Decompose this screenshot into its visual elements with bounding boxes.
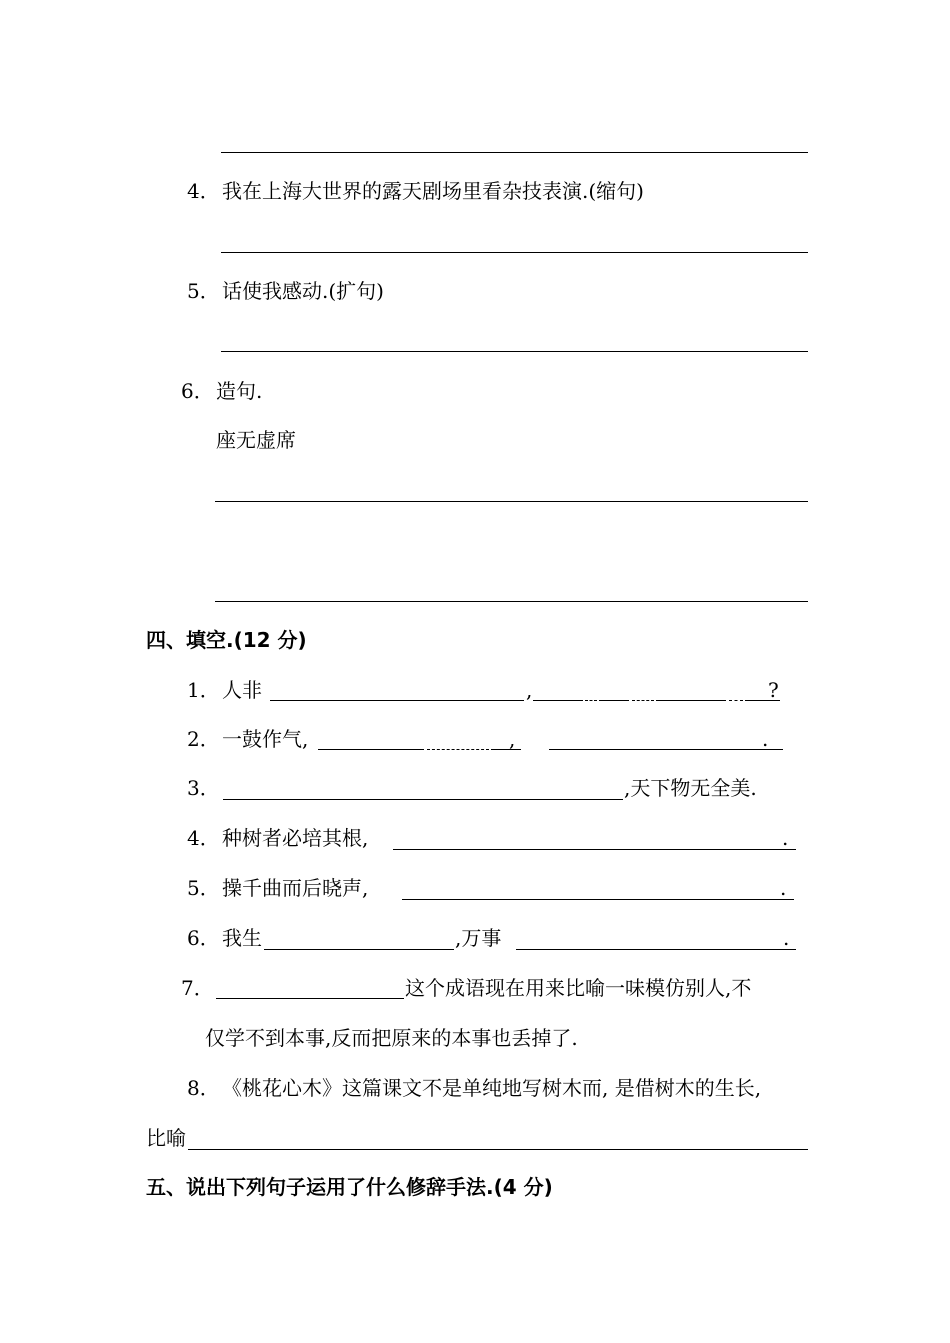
fill-q1-blank-2a[interactable] bbox=[533, 700, 583, 701]
fill-q3-number: 3． bbox=[187, 776, 220, 800]
fill-q6-period: . bbox=[783, 926, 790, 950]
fill-q2-prefix: 一鼓作气, bbox=[222, 727, 309, 751]
fill-q4-period: . bbox=[782, 826, 789, 850]
fill-q1-blank-2e[interactable] bbox=[656, 700, 726, 701]
rewrite-q5-text: 话使我感动.(扩句) bbox=[222, 279, 384, 303]
fill-q1-blank-2c[interactable] bbox=[599, 700, 629, 701]
fill-q2-blank-1b bbox=[427, 749, 489, 750]
fill-q6-number: 6． bbox=[187, 926, 220, 950]
fill-q2-blank-1c[interactable] bbox=[491, 749, 521, 750]
fill-q5-blank[interactable] bbox=[402, 899, 794, 900]
answer-line-q3-rewrite[interactable] bbox=[221, 152, 808, 153]
fill-q7-text-line1: 这个成语现在用来比喻一味模仿别人,不 bbox=[405, 976, 752, 1000]
section5-heading: 五、说出下列句子运用了什么修辞手法.(4 分) bbox=[146, 1175, 553, 1199]
fill-q1-blank-2b bbox=[585, 700, 597, 701]
rewrite-q4-text: 我在上海大世界的露天剧场里看杂技表演.(缩句) bbox=[222, 179, 644, 203]
fill-q7-blank[interactable] bbox=[216, 998, 404, 999]
fill-q3-text: ,天下物无全美. bbox=[624, 776, 757, 800]
fill-q4-prefix: 种树者必培其根, bbox=[222, 826, 369, 850]
fill-q2-number: 2． bbox=[187, 727, 220, 751]
rewrite-q6-number: 6． bbox=[181, 379, 214, 403]
answer-line-q4[interactable] bbox=[221, 252, 808, 253]
fill-q8-number: 8． bbox=[187, 1076, 220, 1100]
fill-q1-number: 1． bbox=[187, 678, 220, 702]
fill-q6-blank-1[interactable] bbox=[264, 949, 454, 950]
fill-q2-period: . bbox=[762, 727, 769, 751]
fill-q1-blank-2d bbox=[632, 700, 654, 701]
answer-line-q6-2[interactable] bbox=[215, 601, 808, 602]
fill-q4-blank[interactable] bbox=[393, 849, 796, 850]
rewrite-q5-number: 5． bbox=[187, 279, 220, 303]
section4-heading: 四、填空.(12 分) bbox=[146, 628, 307, 652]
fill-q8-text-line1: 《桃花心木》这篇课文不是单纯地写树木而, 是借树木的生长, bbox=[222, 1076, 762, 1100]
fill-q5-number: 5． bbox=[187, 876, 220, 900]
fill-q5-period: . bbox=[780, 876, 787, 900]
fill-q3-blank[interactable] bbox=[223, 799, 623, 800]
fill-q2-blank-2[interactable] bbox=[549, 749, 783, 750]
fill-q6-prefix: 我生 bbox=[222, 926, 262, 950]
fill-q8-text-line2: 比喻 bbox=[146, 1126, 186, 1150]
fill-q1-comma: , bbox=[526, 678, 533, 702]
fill-q2-blank-1a[interactable] bbox=[318, 749, 424, 750]
rewrite-q6-text: 造句. bbox=[216, 379, 263, 403]
fill-q6-blank-2[interactable] bbox=[516, 949, 796, 950]
fill-q2-comma: , bbox=[509, 727, 516, 751]
fill-q1-question-mark: ? bbox=[768, 678, 779, 702]
fill-q7-number: 7． bbox=[181, 976, 214, 1000]
rewrite-q6-idiom: 座无虚席 bbox=[216, 428, 296, 452]
fill-q4-number: 4． bbox=[187, 826, 220, 850]
fill-q1-prefix: 人非 bbox=[222, 678, 262, 702]
answer-line-q6-1[interactable] bbox=[215, 501, 808, 502]
answer-line-q5[interactable] bbox=[221, 351, 808, 352]
fill-q7-text-line2: 仅学不到本事,反而把原来的本事也丢掉了. bbox=[205, 1026, 578, 1050]
fill-q8-blank[interactable] bbox=[188, 1149, 808, 1150]
fill-q6-mid: ,万事 bbox=[455, 926, 502, 950]
fill-q1-blank-1[interactable] bbox=[270, 700, 524, 701]
fill-q1-blank-2f bbox=[729, 700, 743, 701]
rewrite-q4-number: 4． bbox=[187, 179, 220, 203]
fill-q5-prefix: 操千曲而后晓声, bbox=[222, 876, 369, 900]
